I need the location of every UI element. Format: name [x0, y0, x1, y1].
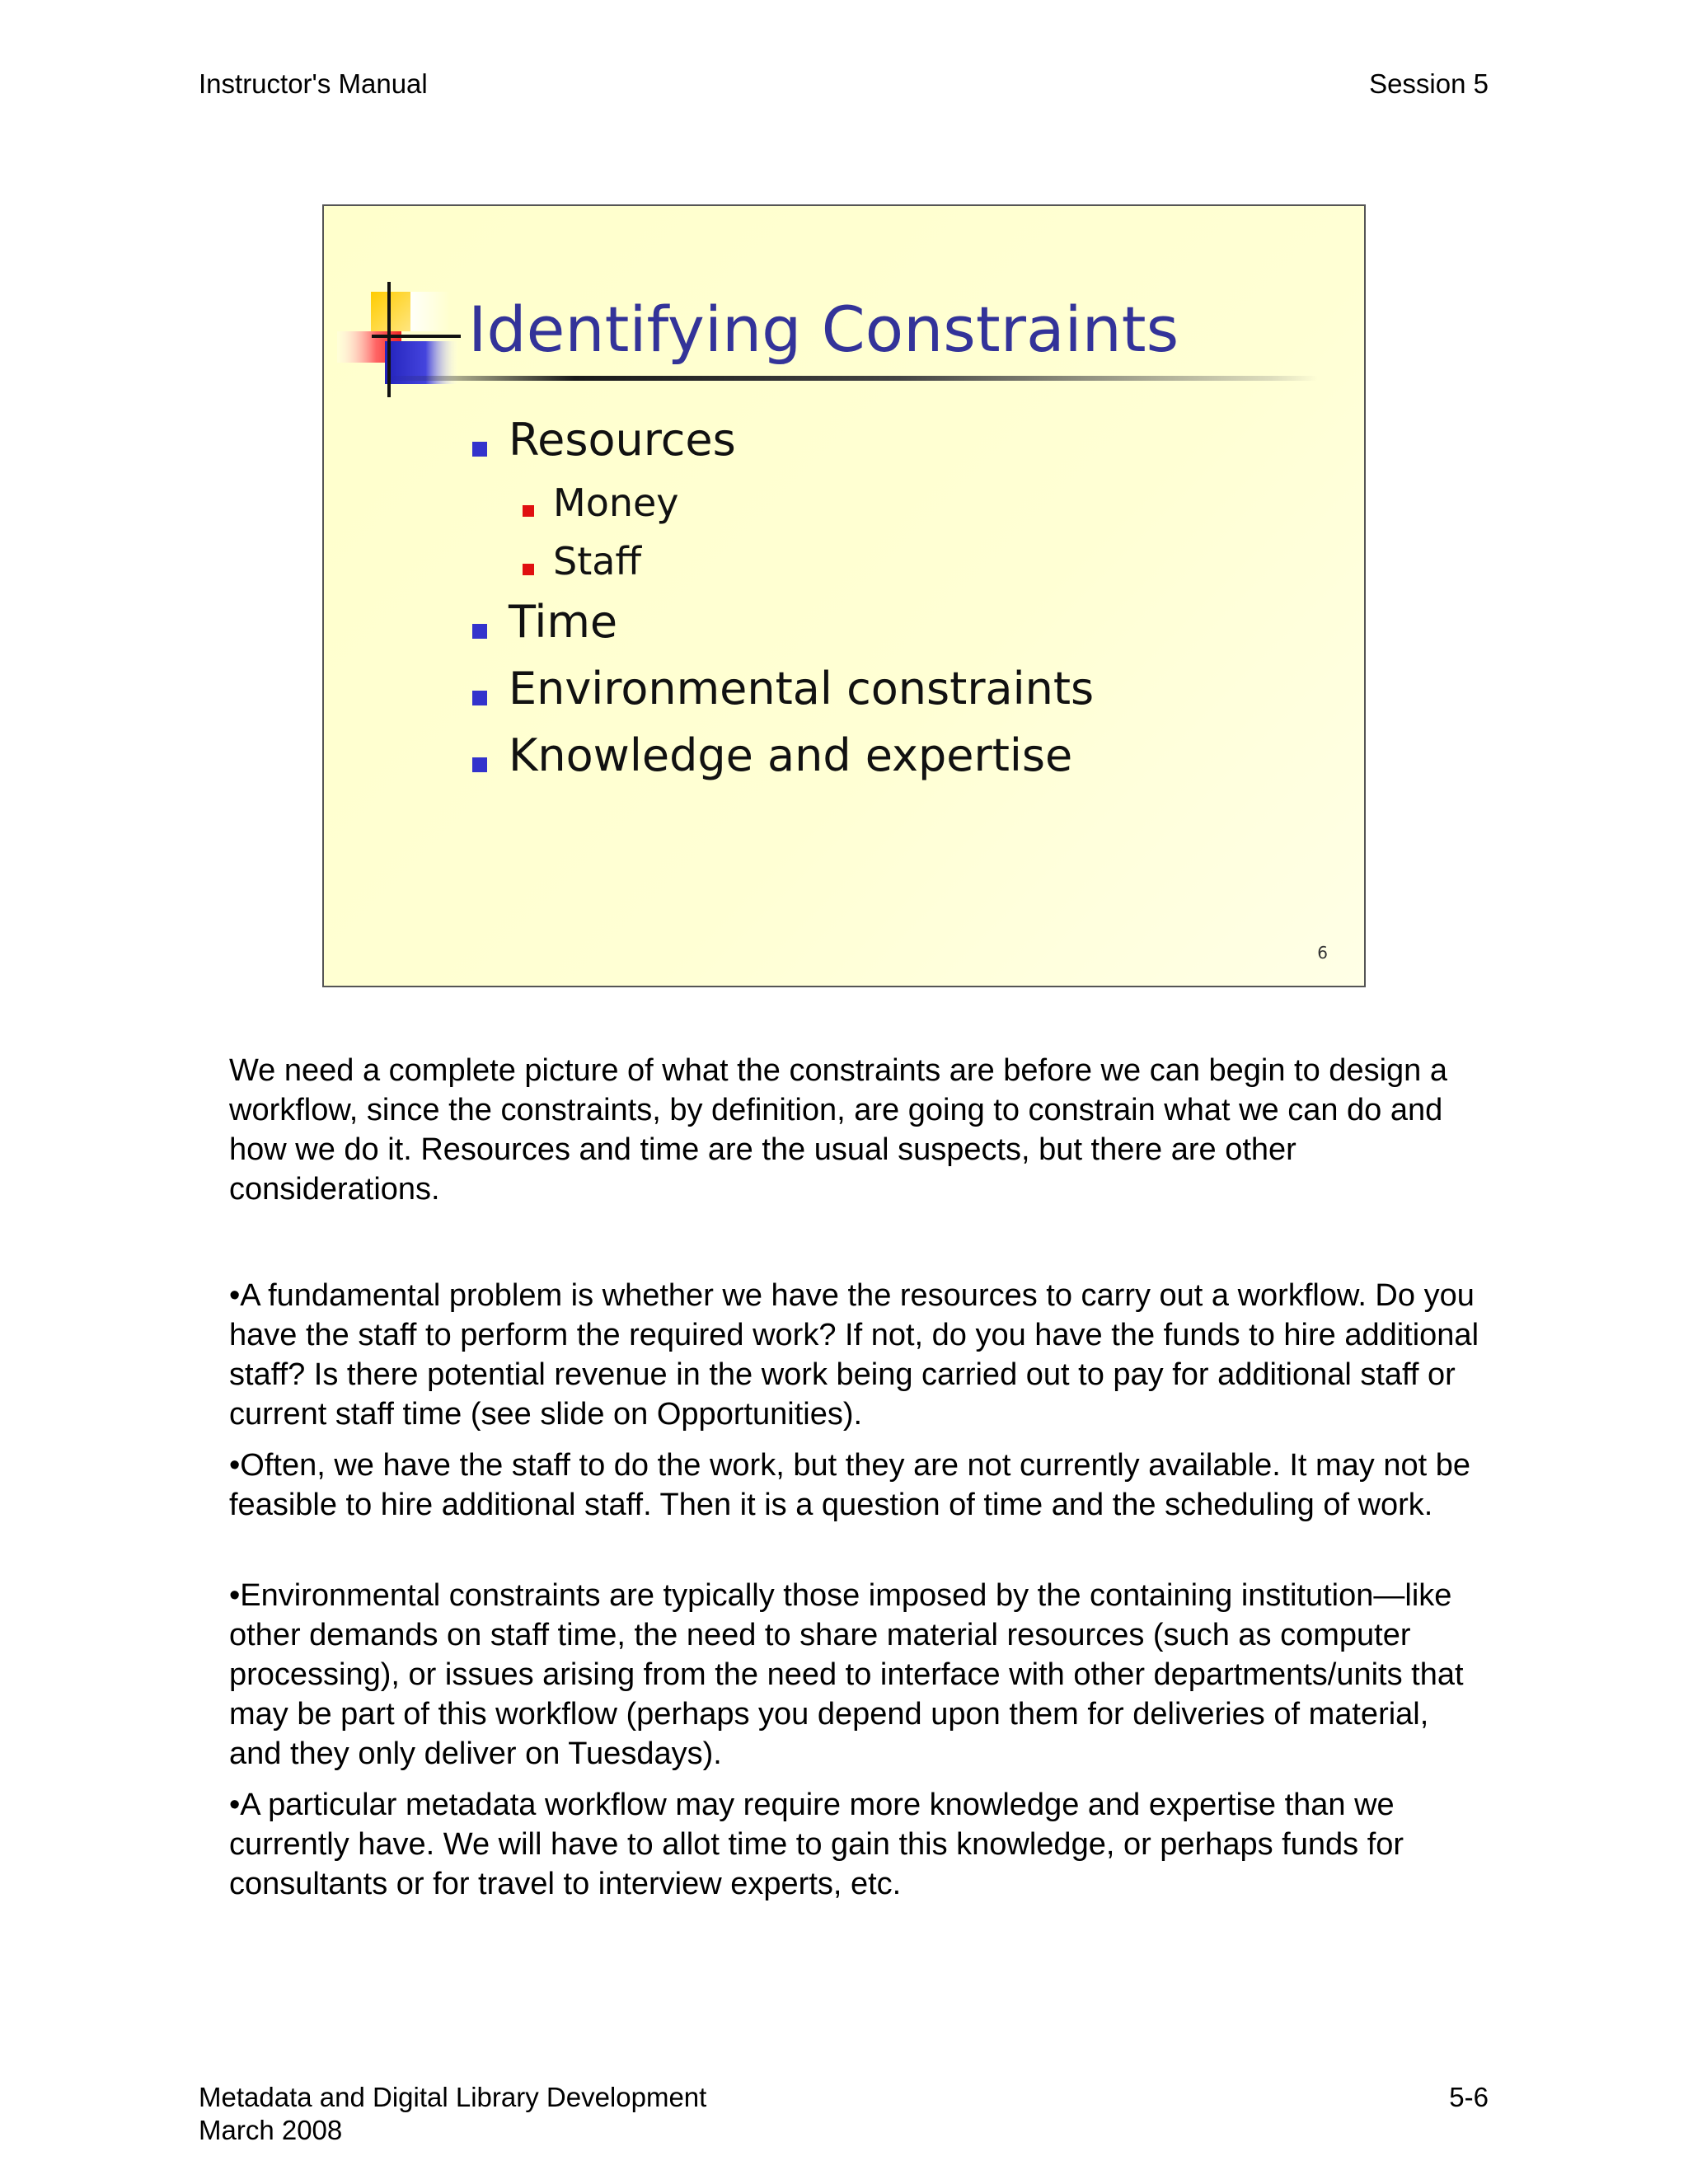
- slide-subbullet-money: Money: [553, 480, 679, 525]
- slide-frame: [322, 204, 1366, 987]
- notes-bullet-time: •Often, we have the staff to do the work, but they are not currently available. It may not be feasible to hire additional staff. Then it is a question of time and the scheduling of work.: [229, 1448, 1470, 1522]
- bullet-square-icon: [472, 624, 487, 639]
- footer-course-title: Metadata and Digital Library Development: [199, 2082, 707, 2112]
- slide-bullet-environmental: Environmental constraints: [509, 663, 1095, 715]
- slide-bullet-knowledge: Knowledge and expertise: [509, 729, 1073, 781]
- header-manual-title: Instructor's Manual: [199, 68, 428, 99]
- slide-bullet-resources: Resources: [509, 414, 736, 466]
- sub-bullet-square-icon: [523, 505, 534, 517]
- slide-subbullet-staff: Staff: [553, 539, 642, 583]
- slide-title: Identifying Constraints: [468, 293, 1179, 366]
- header-session: Session 5: [1369, 68, 1489, 99]
- sub-bullet-square-icon: [523, 564, 534, 575]
- bullet-square-icon: [472, 442, 487, 457]
- notes-bullet-environmental: •Environmental constraints are typically those imposed by the containing institution—like other demands on staff time, the need to share material resources (such as computer processing), or issues arising from the need to interface with other departments/units that may be part of this workflow (perhaps you depend upon them for deliveries of material, and they only deliver on Tuesdays).: [229, 1578, 1464, 1771]
- slide-number: 6: [1317, 943, 1328, 963]
- footer-page-number: 5-6: [1449, 2082, 1489, 2112]
- notes-bullet-resources: •A fundamental problem is whether we have the resources to carry out a workflow. Do you have the staff to perform the required work? If not, do you have the funds to hire additional staff? Is there potential revenue in the work being carried out to pay for additional staff or current staff time (see slide on Opportunities).: [229, 1278, 1479, 1432]
- footer-date: March 2008: [199, 2115, 343, 2145]
- notes-intro-paragraph: We need a complete picture of what the constraints are before we can begin to design a workflow, since the constraints, by definition, are going to constrain what we can do and how we do it. Resources and time are the usual suspects, but there are other considerations.: [229, 1053, 1447, 1207]
- notes-bullet-knowledge: •A particular metadata workflow may require more knowledge and expertise than we currently have. We will have to allot time to gain this knowledge, or perhaps funds for consultants or for travel to interview experts, etc.: [229, 1788, 1404, 1901]
- slide-bullet-time: Time: [509, 596, 618, 648]
- bullet-square-icon: [472, 691, 487, 705]
- bullet-square-icon: [472, 757, 487, 772]
- title-underline: [388, 376, 1318, 381]
- footer-course-info: [199, 2081, 706, 2147]
